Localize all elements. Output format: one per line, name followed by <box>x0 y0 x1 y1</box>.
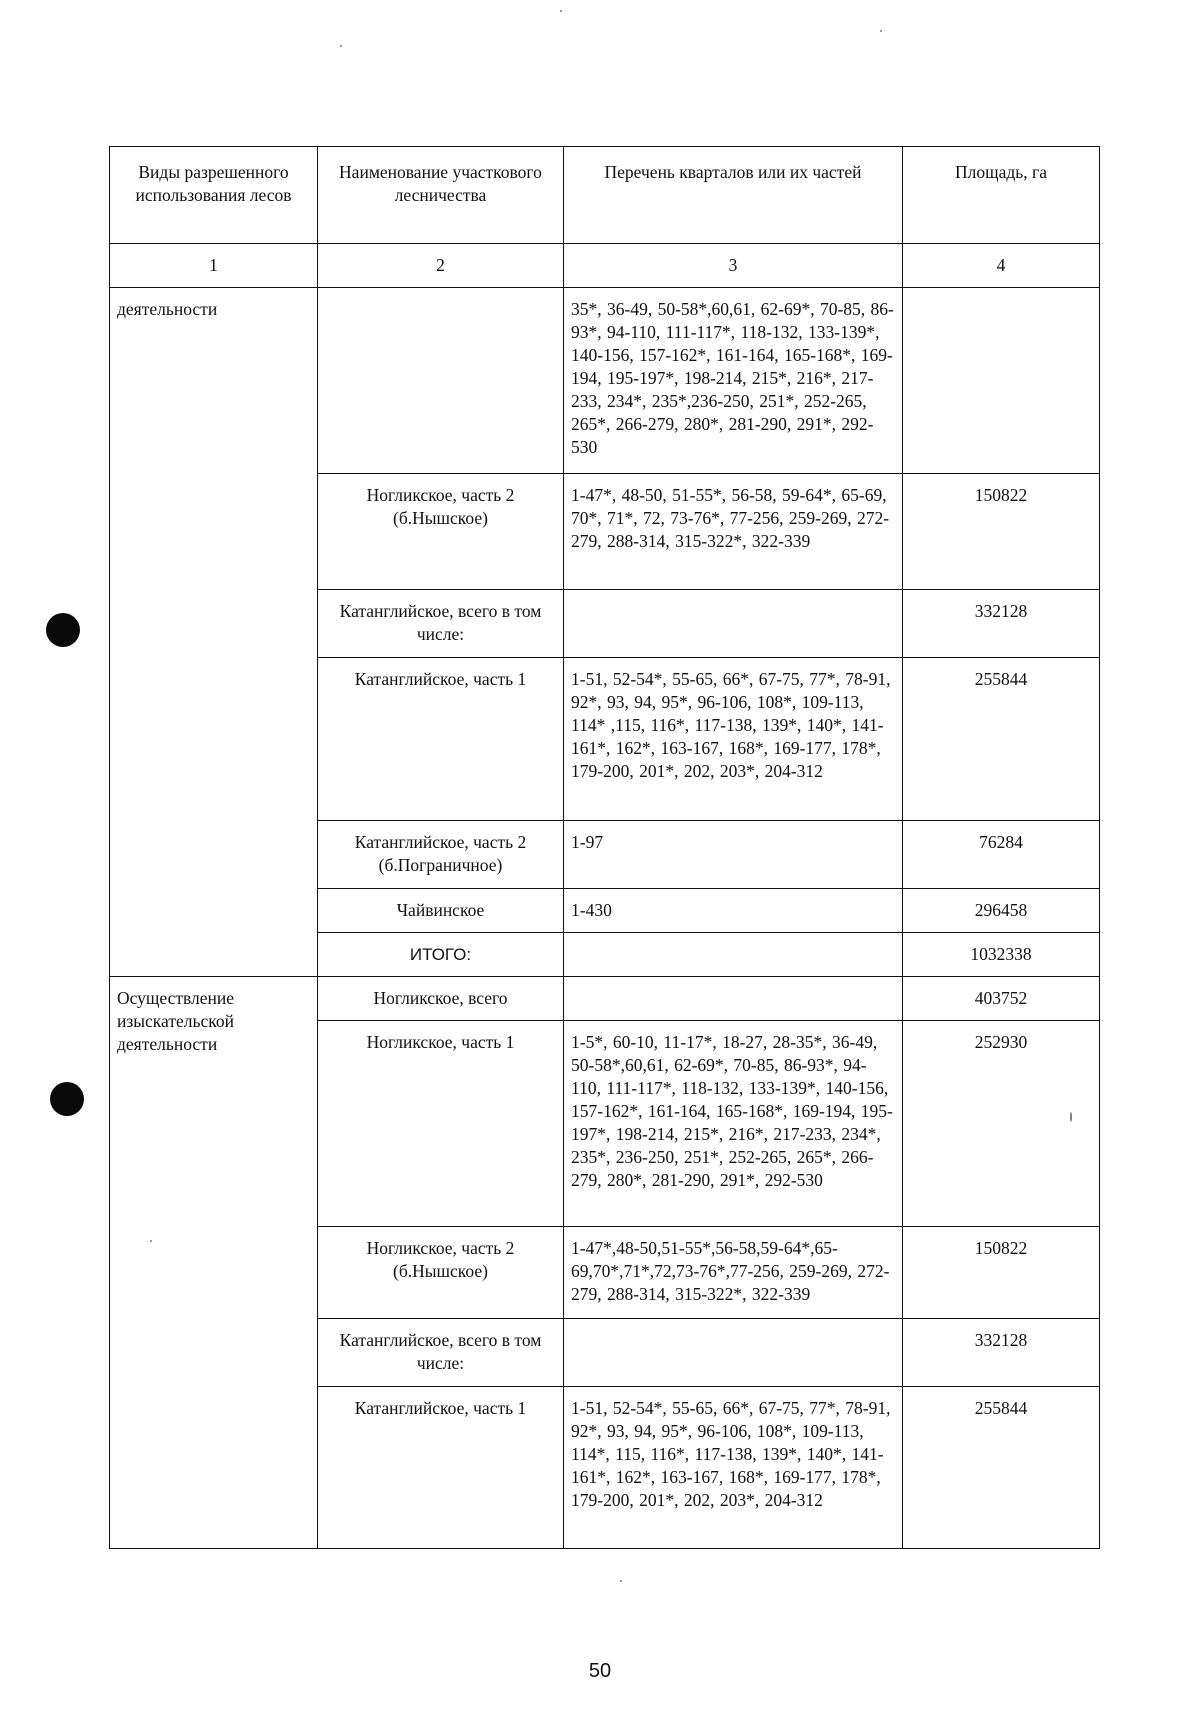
quarters-cell: 1-97 <box>564 821 903 889</box>
punch-hole-mark <box>46 613 80 647</box>
column-number-row <box>110 244 1100 288</box>
scan-speck <box>340 45 342 47</box>
forestry-cell: Катанглийское, часть 1 <box>318 1387 564 1549</box>
header-forestry-name: Наименование участкового лесничества <box>318 147 564 244</box>
quarters-cell: 35*, 36-49, 50-58*,60,61, 62-69*, 70-85, 86-93*, 94-110, 111-117*, 118-132, 133-139*, 140-156, 157-162*, 161-164, 165-168*, 169-194, 195-197*, 198-214, 215*, 216*, 217-233, 234*, 235*,236-250, 251*, 252-265, 265*, 266-279, 280*, 281-290, 291*, 292-530 <box>564 288 903 474</box>
scan-speck <box>620 1580 622 1582</box>
area-cell: 332128 <box>903 590 1100 658</box>
forest-use-table <box>109 146 1100 1549</box>
quarters-cell <box>564 1319 903 1387</box>
area-cell: 252930 <box>903 1021 1100 1227</box>
page-number: 50 <box>588 1660 612 1682</box>
column-number: 2 <box>318 244 564 288</box>
table-header-row <box>110 147 1100 244</box>
header-usage-types: Виды разрешенного использования лесов <box>110 147 318 244</box>
usage-type-cell: деятельности <box>110 288 318 977</box>
area-cell: 76284 <box>903 821 1100 889</box>
column-number: 4 <box>903 244 1100 288</box>
forestry-cell: Ногликское, часть 2 (б.Нышское) <box>318 1227 564 1319</box>
quarters-cell <box>564 590 903 658</box>
quarters-cell: 1-430 <box>564 889 903 933</box>
column-number: 3 <box>564 244 903 288</box>
scan-speck <box>560 10 562 12</box>
area-cell <box>903 288 1100 474</box>
forestry-cell: Ногликское, часть 2 (б.Нышское) <box>318 474 564 590</box>
total-label-cell: ИТОГО: <box>318 933 564 977</box>
forestry-cell: Катанглийское, часть 2 (б.Пограничное) <box>318 821 564 889</box>
area-cell: 403752 <box>903 977 1100 1021</box>
quarters-cell <box>564 933 903 977</box>
quarters-cell <box>564 977 903 1021</box>
header-area: Площадь, га <box>903 147 1100 244</box>
column-number: 1 <box>110 244 318 288</box>
area-cell: 255844 <box>903 658 1100 821</box>
scan-speck <box>1070 1112 1072 1122</box>
forestry-cell: Катанглийское, всего в том числе: <box>318 1319 564 1387</box>
usage-type-cell: Осуществление изыскательской деятельности <box>110 977 318 1549</box>
quarters-cell: 1-47*, 48-50, 51-55*, 56-58, 59-64*, 65-69, 70*, 71*, 72, 73-76*, 77-256, 259-269, 272-279, 288-314, 315-322*, 322-339 <box>564 474 903 590</box>
area-cell: 150822 <box>903 474 1100 590</box>
total-area-cell: 1032338 <box>903 933 1100 977</box>
forestry-cell: Ногликское, часть 1 <box>318 1021 564 1227</box>
quarters-cell: 1-5*, 60-10, 11-17*, 18-27, 28-35*, 36-49, 50-58*,60,61, 62-69*, 70-85, 86-93*, 94-110, 111-117*, 118-132, 133-139*, 140-156, 157-162*, 161-164, 165-168*, 169-194, 195-197*, 198-214, 215*, 216*, 217-233, 234*, 235*, 236-250, 251*, 252-265, 265*, 266-279, 280*, 281-290, 291*, 292-530 <box>564 1021 903 1227</box>
forestry-cell <box>318 288 564 474</box>
forestry-cell: Катанглийское, часть 1 <box>318 658 564 821</box>
table-row <box>110 977 1100 1021</box>
punch-hole-mark <box>50 1082 84 1116</box>
area-cell: 255844 <box>903 1387 1100 1549</box>
area-cell: 296458 <box>903 889 1100 933</box>
quarters-cell: 1-51, 52-54*, 55-65, 66*, 67-75, 77*, 78-91, 92*, 93, 94, 95*, 96-106, 108*, 109-113, 114*, 115, 116*, 117-138, 139*, 140*, 141-161*, 162*, 163-167, 168*, 169-177, 178*, 179-200, 201*, 202, 203*, 204-312 <box>564 1387 903 1549</box>
forestry-cell: Чайвинское <box>318 889 564 933</box>
quarters-cell: 1-51, 52-54*, 55-65, 66*, 67-75, 77*, 78-91, 92*, 93, 94, 95*, 96-106, 108*, 109-113, 114* ,115, 116*, 117-138, 139*, 140*, 141-161*, 162*, 163-167, 168*, 169-177, 178*, 179-200, 201*, 202, 203*, 204-312 <box>564 658 903 821</box>
forestry-cell: Катанглийское, всего в том числе: <box>318 590 564 658</box>
table-row <box>110 288 1100 474</box>
quarters-cell: 1-47*,48-50,51-55*,56-58,59-64*,65-69,70*,71*,72,73-76*,77-256, 259-269, 272-279, 288-314, 315-322*, 322-339 <box>564 1227 903 1319</box>
header-quarters-list: Перечень кварталов или их частей <box>564 147 903 244</box>
forestry-cell: Ногликское, всего <box>318 977 564 1021</box>
scan-speck <box>880 30 882 32</box>
area-cell: 332128 <box>903 1319 1100 1387</box>
scan-speck <box>150 1240 152 1242</box>
area-cell: 150822 <box>903 1227 1100 1319</box>
